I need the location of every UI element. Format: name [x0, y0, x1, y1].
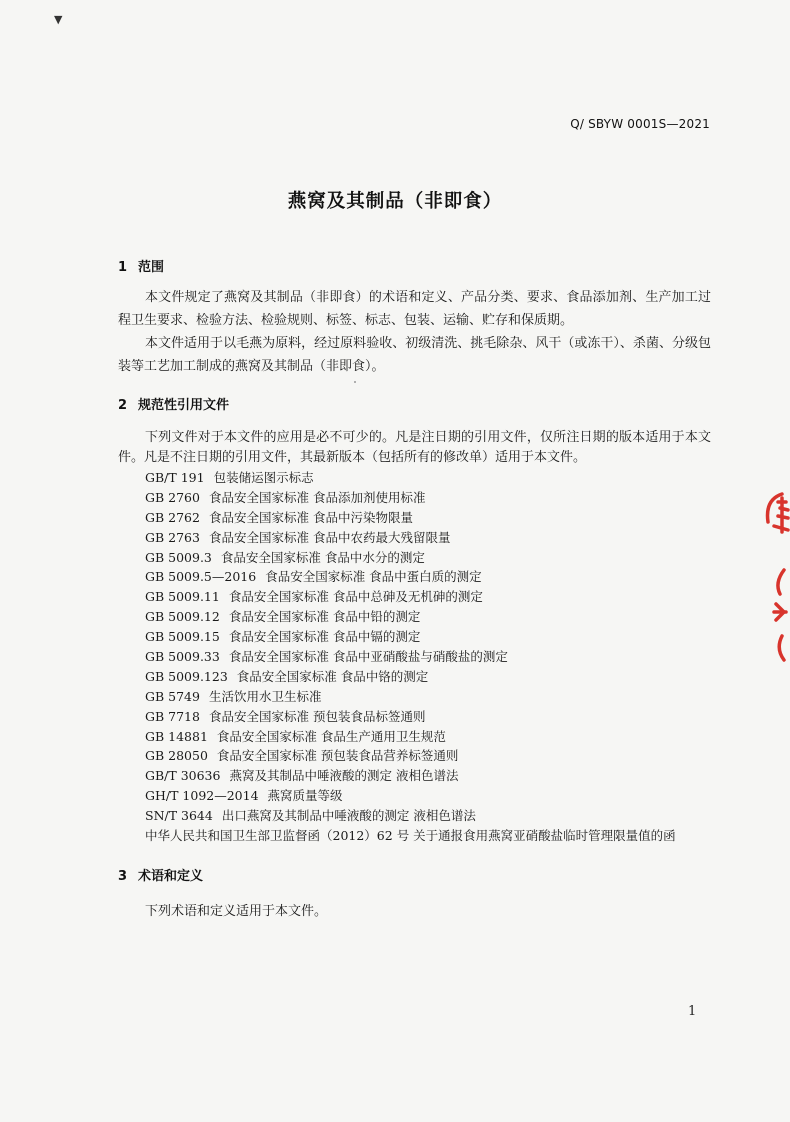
reference-title: 食品安全国家标准 预包装食品营养标签通则	[216, 748, 459, 764]
reference-title: 食品安全国家标准 食品中总砷及无机砷的测定	[228, 589, 483, 605]
section-title: 术语和定义	[138, 869, 204, 884]
reference-code: GB 2762	[145, 509, 200, 525]
reference-item	[145, 627, 676, 647]
reference-title: 食品安全国家标准 预包装食品标签通则	[208, 708, 426, 724]
reference-code: GB 5009.5—2016	[145, 569, 257, 585]
reference-code: GB 5009.3	[145, 549, 212, 565]
reference-item	[145, 727, 676, 747]
reference-code: GB 2760	[145, 489, 200, 505]
document-code: Q/ SBYW 0001S—2021	[570, 117, 710, 131]
reference-title: 食品安全国家标准 食品中水分的测定	[220, 549, 425, 565]
reference-title: 出口燕窝及其制品中唾液酸的测定 液相色谱法	[221, 808, 476, 824]
section-number: 2	[118, 398, 128, 413]
reference-item	[145, 647, 676, 667]
reference-item	[145, 667, 676, 687]
reference-title: 食品安全国家标准 食品中蛋白质的测定	[265, 569, 482, 585]
page-number: 1	[688, 1004, 697, 1019]
reference-title: 中华人民共和国卫生部卫监督函（2012）62 号 关于通报食用燕窝亚硝酸盐临时管理限量值的函	[145, 828, 676, 844]
reference-code: GB 14881	[145, 728, 208, 744]
reference-title: 生活饮用水卫生标准	[208, 688, 322, 704]
reference-code: GB 28050	[145, 748, 208, 764]
reference-code: SN/T 3644	[145, 808, 213, 824]
reference-code: GB 7718	[145, 708, 200, 724]
document-title: 燕窝及其制品（非即食）	[287, 191, 503, 212]
reference-item	[145, 468, 676, 488]
reference-code: GB 5009.11	[145, 589, 220, 605]
reference-title: 燕窝及其制品中唾液酸的测定 液相色谱法	[229, 768, 459, 784]
terms-intro: 下列术语和定义适用于本文件。	[145, 904, 328, 919]
section-number: 3	[118, 869, 128, 884]
reference-item	[145, 607, 676, 627]
reference-code: GB 5009.15	[145, 629, 220, 645]
reference-item	[145, 707, 676, 727]
reference-code: GB 5749	[145, 688, 200, 704]
reference-title: 食品安全国家标准 食品中污染物限量	[208, 509, 413, 525]
reference-code: GB 5009.123	[145, 668, 228, 684]
reference-code: GB 2763	[145, 529, 200, 545]
seal-stamp-fragment	[752, 486, 790, 666]
scope-paragraph-1: 本文件规定了燕窝及其制品（非即食）的术语和定义、产品分类、要求、食品添加剂、生产加工过程卫生要求、检验方法、检验规则、标签、标志、包装、运输、贮存和保质期。	[118, 290, 711, 328]
corner-mark: ▼	[54, 13, 63, 26]
reference-code: GB/T 191	[145, 470, 205, 485]
reference-item	[145, 548, 676, 568]
reference-title: 食品安全国家标准 食品中铬的测定	[236, 668, 429, 684]
reference-item	[145, 528, 676, 548]
reference-item	[145, 806, 676, 826]
reference-title: 食品安全国家标准 食品生产通用卫生规范	[216, 728, 446, 744]
reference-title: 燕窝质量等级	[267, 788, 343, 804]
reference-item	[145, 567, 676, 587]
reference-title: 食品安全国家标准 食品中镉的测定	[228, 629, 421, 645]
reference-list	[145, 468, 676, 846]
reference-item	[145, 587, 676, 607]
reference-item	[145, 508, 676, 528]
normative-intro: 下列文件对于本文件的应用是必不可少的。凡是注日期的引用文件，仅所注日期的版本适用于本文件。凡是不注日期的引用文件，其最新版本（包括所有的修改单）适用于本文件。	[118, 430, 711, 465]
section-title: 规范性引用文件	[138, 398, 230, 413]
reference-code: GB 5009.12	[145, 609, 220, 625]
section-heading-normative	[118, 394, 229, 413]
section-title: 范围	[138, 260, 165, 275]
reference-item	[145, 826, 676, 846]
reference-item	[145, 488, 676, 508]
reference-code: GH/T 1092—2014	[145, 788, 259, 804]
reference-item	[145, 687, 676, 707]
reference-title: 食品安全国家标准 食品添加剂使用标准	[208, 489, 426, 505]
seal-stamp-graphic	[752, 486, 790, 666]
reference-title: 食品安全国家标准 食品中农药最大残留限量	[208, 529, 451, 545]
section-number: 1	[118, 260, 128, 275]
section-heading-scope	[118, 256, 164, 275]
reference-code: GB 5009.33	[145, 649, 220, 665]
scope-paragraph-2: 本文件适用于以毛燕为原料，经过原料验收、初级清洗、挑毛除杂、风干（或冻干）、杀菌、分级包装等工艺加工制成的燕窝及其制品（非即食）。	[118, 336, 711, 374]
reference-item	[145, 746, 676, 766]
reference-item	[145, 766, 676, 786]
reference-item	[145, 786, 676, 806]
scan-dot	[354, 381, 356, 383]
reference-title: 食品安全国家标准 食品中亚硝酸盐与硝酸盐的测定	[228, 649, 508, 665]
reference-code: GB/T 30636	[145, 768, 221, 784]
reference-title: 食品安全国家标准 食品中铅的测定	[228, 609, 421, 625]
reference-title: 包装储运图示标志	[213, 470, 314, 485]
section-heading-terms	[118, 865, 203, 884]
